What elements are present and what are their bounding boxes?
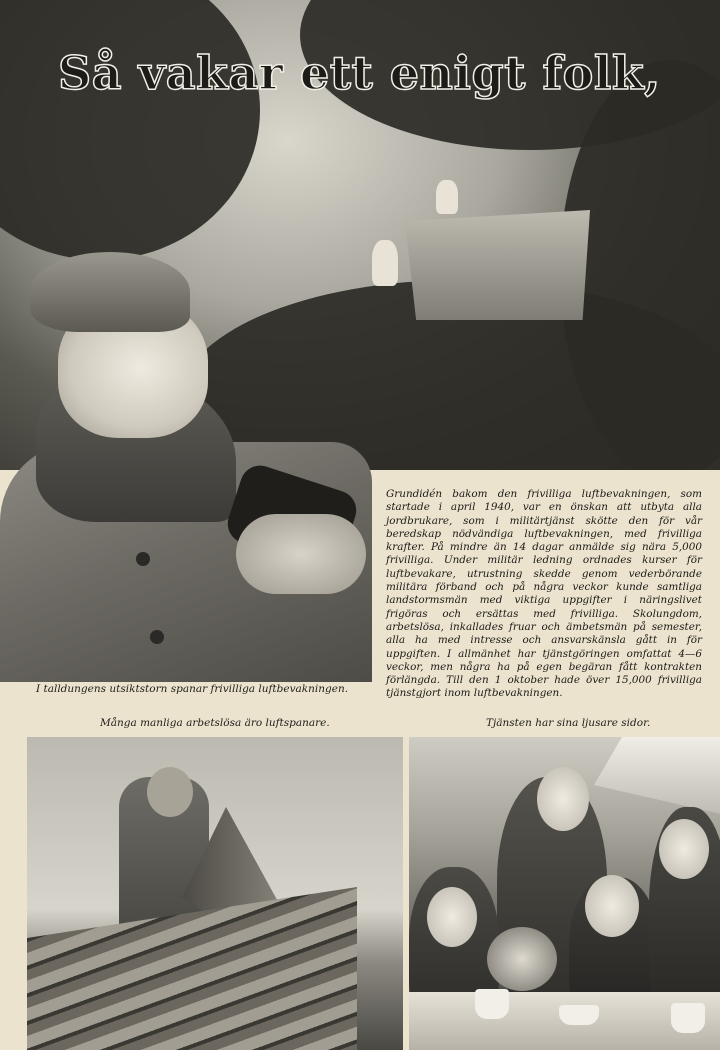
woman-with-binoculars-photo xyxy=(0,252,372,682)
male-spotter-photo xyxy=(27,737,403,1050)
cup-icon xyxy=(559,1005,599,1025)
house-roof xyxy=(594,737,720,817)
pine-foliage xyxy=(0,0,260,260)
cup-icon xyxy=(475,989,509,1019)
coffee-break-photo xyxy=(409,737,720,1050)
hands xyxy=(236,514,366,594)
tower-caption: I talldungens utsiktstorn spanar frivilliga luftbevakningen. xyxy=(36,683,349,695)
headline: Så vakar ett enigt folk, xyxy=(58,46,661,100)
face xyxy=(537,767,589,831)
watch-tower xyxy=(405,210,590,320)
coat-button xyxy=(136,552,150,566)
tower-spotter xyxy=(436,180,458,214)
tower-spotter xyxy=(372,240,398,286)
face xyxy=(659,819,709,879)
field-cap xyxy=(30,252,190,332)
left-photo-caption: Många manliga arbetslösa äro luftspanare. xyxy=(100,717,330,729)
right-photo-caption: Tjänsten har sina ljusare sidor. xyxy=(486,717,651,729)
face xyxy=(427,887,477,947)
cup-icon xyxy=(671,1003,705,1033)
article-body: Grundidén bakom den frivilliga luftbevakningen, som startade i april 1940, var en önskan att utbyta alla jordbrukare, som i militärtjänst skötte den för vår beredskap nödvändiga luftbevakningen, med frivilliga krafter. På mindre än 14 dagar anmälde sig nära 5,000 frivilliga. Under militär ledning ordnades kurser för luftbevakare, utrustning skedde genom vederbörande militära förband och på några veckor kunde samtliga landstormsmän med viktiga uppgifter i näringslivet frigöras och ersättas med frivilliga. Skolungdom, arbetslösa, inkallades fruar och ämbetsmän på semester, alla ha med intresse och ansvarskänsla gått in för uppgiften. I allmänhet har tjänstgöringen omfattat 4—6 veckor, men några ha på egen begäran fått kontrakten förlängda. Till den 1 oktober hade över 15,000 frivilliga tjänstgjort inom luftbevakningen. xyxy=(386,488,702,700)
coat-button xyxy=(150,630,164,644)
face xyxy=(585,875,639,937)
spotter-head xyxy=(147,767,193,817)
coffee-kettle-icon xyxy=(487,927,557,991)
